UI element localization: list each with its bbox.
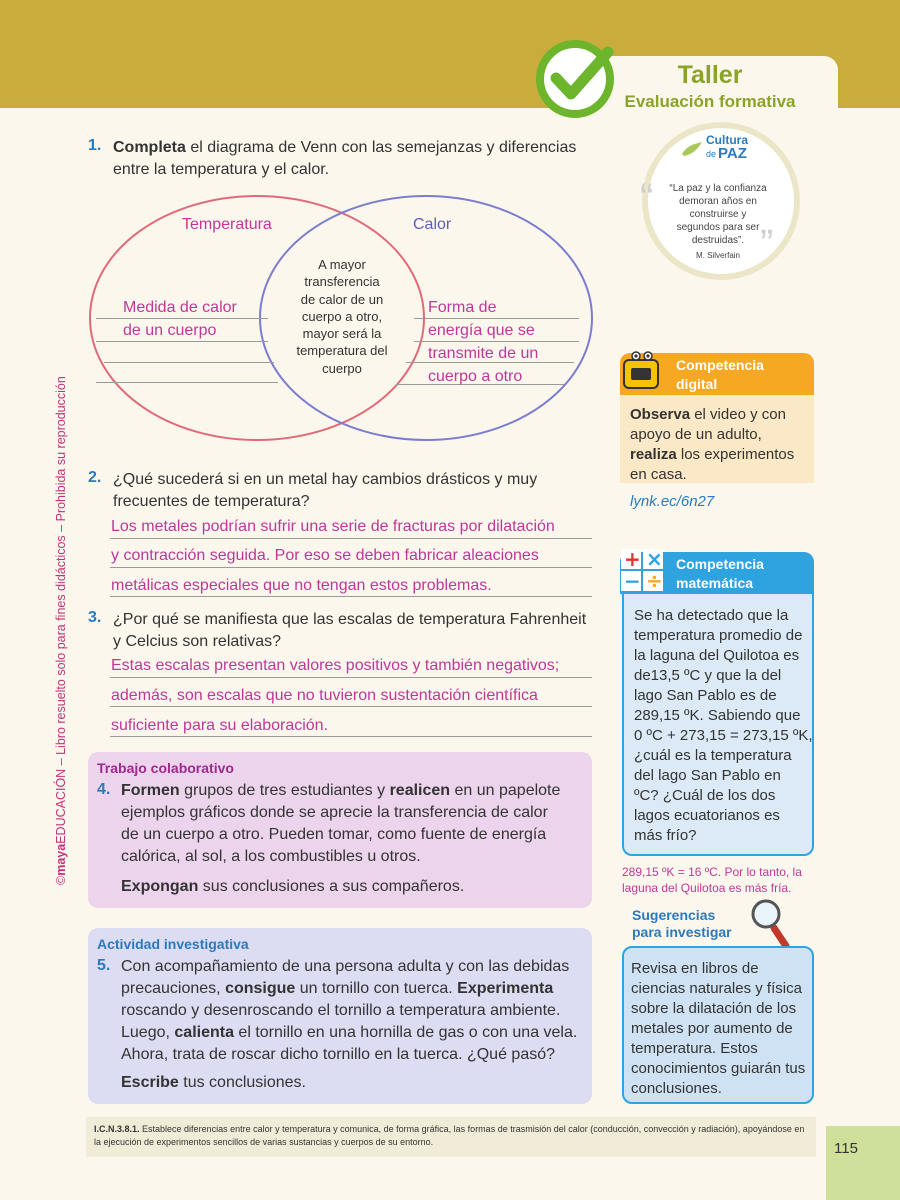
peace-quote: “La paz y la confianza demoran años en construirse y segundos para ser destruidas”. <box>669 183 767 246</box>
checkmark-icon <box>534 38 616 120</box>
answer-line <box>96 341 268 342</box>
cultura-label: Cultura <box>706 133 748 147</box>
de-label: de <box>706 149 717 159</box>
question-2-answer: metálicas especiales que no tengan estos problemas. <box>111 577 492 594</box>
question-2-number: 2. <box>88 469 102 486</box>
answer-line <box>414 341 579 342</box>
venn-right-answer: transmite de un <box>428 345 539 362</box>
paz-label: PAZ <box>718 145 747 162</box>
answer-line <box>110 706 592 707</box>
answer-line <box>110 567 592 568</box>
question-4-text-2: Expongan sus conclusiones a sus compañeros. <box>121 878 465 895</box>
svg-text:+: + <box>624 548 641 571</box>
question-3-text: ¿Por qué se manifiesta que las escalas de temperatura Fahrenheit y Celcius son relativas? <box>113 611 587 650</box>
competencia-digital-text: Observa el video y con apoyo de un adulto, realiza los experimentos en casa. <box>630 406 795 483</box>
question-3-number: 3. <box>88 609 102 626</box>
section-title: Actividad investigativa <box>97 936 249 952</box>
section-title: Trabajo colaborativo <box>97 760 234 776</box>
svg-text:−: − <box>624 569 641 593</box>
peace-author: M. Silverfain <box>695 251 740 260</box>
question-4-number: 4. <box>97 781 111 798</box>
venn-right-answer: cuerpo a otro <box>428 368 523 385</box>
question-2-answer: Los metales podrían sufrir una serie de fracturas por dilatación <box>111 518 555 535</box>
quote-open-icon: “ <box>640 176 654 220</box>
answer-line <box>110 596 592 597</box>
magnifier-icon <box>748 898 792 952</box>
question-5-text-2: Escribe tus conclusiones. <box>121 1074 306 1091</box>
math-answer: 289,15 ºK = 16 ºC. Por lo tanto, la laguna del Quilotoa es más fría. <box>622 865 802 895</box>
sugerencias-text: Revisa en libros de ciencias naturales y física sobre la dilatación de los metales por aumento de temperatura. Estos conocimientos guiarán tus conclusiones. <box>631 960 806 1097</box>
svg-text:×: × <box>646 548 663 571</box>
question-5-number: 5. <box>97 957 111 974</box>
question-5-text: Con acompañamiento de una persona adulta y con las debidas precauciones, consigue un tornillo con tuerca. Experimenta roscando y desenroscando el tornillo a temperatura ambiente. Luego, calienta el tornillo en una hornilla de gas o con una vela. Ahora, trata de roscar dicho tornillo en la tuerca. ¿Qué pasó? <box>121 958 578 1063</box>
question-4-text: Formen grupos de tres estudiantes y realicen en un papelote ejemplos gráficos donde se aprecie la transferencia de calor de un cuerpo a otro. Pueden tomar, como fuente de energía calórica, al sol, a los combustibles u otros. <box>121 782 561 865</box>
dove-icon <box>680 140 704 160</box>
quote-close-icon: ” <box>760 222 774 266</box>
page-number: 115 <box>826 1126 900 1200</box>
answer-line <box>414 318 579 319</box>
venn-left-answer: Medida de calor <box>123 299 237 316</box>
question-3-answer: además, son escalas que no tuvieron sustentación científica <box>111 687 538 704</box>
question-1-text: Completa el diagrama de Venn con las semejanzas y diferencias entre la temperatura y el calor. <box>113 139 577 178</box>
venn-label-calor: Calor <box>413 216 452 233</box>
footer-indicator: I.C.N.3.8.1. Establece diferencias entre calor y temperatura y comunica, de forma gráfica, las formas de trasmisión del calor (conducción, convección y radiación), apoyándose en la ejecución de experimentos sencillos de varias sustancias y cuerpos de su entorno. <box>86 1117 816 1157</box>
math-problem-text: Se ha detectado que la temperatura promedio de la laguna del Quilotoa es de13,5 ºC y que la del lago San Pablo es de 289,15 ºK. Sabiendo que 0 ºC + 273,15 = 273,15 ºK, ¿cuál es la temperatura del lago San Pablo en ºC? ¿Cuál de los dos lagos ecuatorianos es más frío? <box>634 607 813 844</box>
question-2-text: ¿Qué sucederá si en un metal hay cambios drásticos y muy frecuentes de temperatura? <box>113 471 538 510</box>
answer-line <box>96 318 268 319</box>
page-subtitle: Evaluación formativa <box>624 92 796 111</box>
venn-right-answer: energía que se <box>428 322 535 339</box>
venn-right-answer: Forma de <box>428 299 497 316</box>
competencia-matematica-header: Competencia matemática <box>620 552 814 594</box>
answer-line <box>110 677 592 678</box>
robot-icon <box>620 348 666 394</box>
competencia-digital-header: Competencia digital <box>620 353 814 395</box>
venn-left-answer: de un cuerpo <box>123 322 217 339</box>
answer-line <box>104 362 274 363</box>
sidebar-copyright: ©mayaEDUCACIÓN – Libro resuelto solo para fines didácticos – Prohibida su reproducción <box>54 376 68 885</box>
answer-line <box>96 382 278 383</box>
math-operators-icon <box>620 548 666 594</box>
question-3-answer: Estas escalas presentan valores positivos y también negativos; <box>111 657 560 674</box>
svg-text:÷: ÷ <box>646 569 663 593</box>
venn-center-text: A mayor transferencia de calor de un cuerpo a otro, mayor será la temperatura del cuerpo <box>296 257 388 376</box>
question-2-answer: y contracción seguida. Por eso se deben fabricar aleaciones <box>111 547 539 564</box>
page-title: Taller <box>677 61 743 89</box>
venn-label-temperatura: Temperatura <box>182 216 272 233</box>
question-1-number: 1. <box>88 137 102 154</box>
video-link[interactable]: lynk.ec/6n27 <box>630 493 715 510</box>
sugerencias-title: Sugerencias para investigar <box>632 907 732 940</box>
question-3-answer: suficiente para su elaboración. <box>111 717 329 734</box>
answer-line <box>110 736 592 737</box>
answer-line <box>110 538 592 539</box>
